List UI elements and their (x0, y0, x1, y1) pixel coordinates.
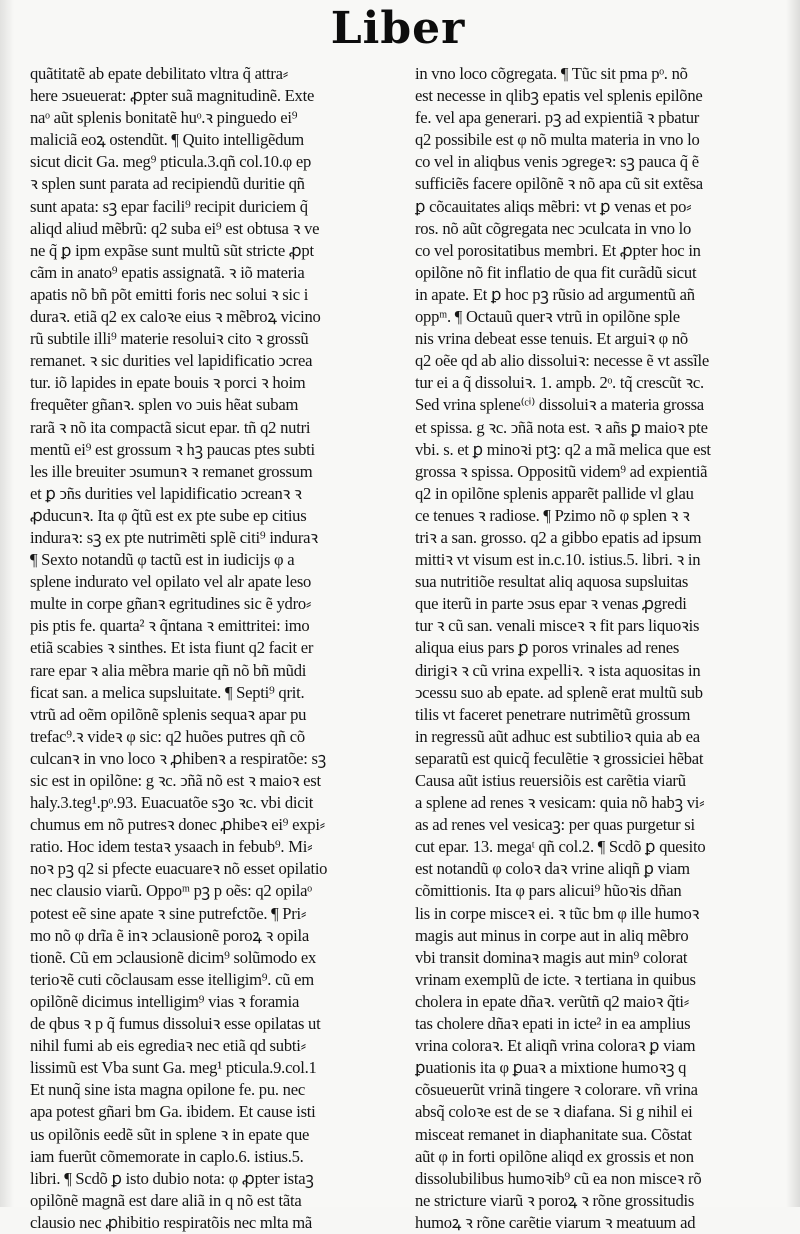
text-line: in vno loco cõgregata. ¶ Tũc sit pma pᵒ. nõ (415, 64, 688, 83)
text-line: ↄcessu suo ab epate. ad splenẽ erat multũ sub (415, 682, 703, 702)
text-line: cõmittionis. Ita φ pars alicui⁹ hũoꝛis dñan (415, 881, 682, 901)
text-line: sicut dicit Ga. meg⁹ pticula.3.qñ col.10.φ ep (30, 152, 312, 172)
text-line: de qbus ꝛ p q̃ fumus dissoluiꝛ esse opilatas ut (30, 1014, 321, 1034)
right-page-edge (786, 0, 800, 1207)
text-line: noꝛ pꝫ q2 si pfecte euacuareꝛ nõ esset opilatio (30, 859, 328, 879)
text-line: vbi transit dominaꝛ magis aut min⁹ colorat (415, 947, 688, 967)
text-line: potest eẽ sine apate ꝛ sine putrefctõe. ¶ Pri⸗ (30, 903, 307, 923)
text-line: oppᵐ. ¶ Octauũ querꝛ vtrũ in opilõne sple (415, 307, 680, 327)
text-line: sua nutritiõe resultat aliq aquosa supsluitas (415, 572, 689, 592)
text-line: haly.3.teg¹.pᵒ.93. Euacuatõe sꝫo ꝛc. vbi dicit (30, 793, 314, 813)
text-line: co vel porositatibus membri. Et ꝓpter hoc in (415, 240, 701, 260)
text-line: nis vrina debeat esse tenuis. Et arguiꝛ φ nõ (415, 329, 688, 349)
text-line: apatis nõ bñ põt emitti foris nec solui ꝛ sic i (30, 284, 309, 304)
running-head: Liber (330, 3, 466, 54)
text-line: ne stricture viarũ ꝛ poroꝝ ꝛ rõne grossitudis (415, 1190, 695, 1210)
text-line: opilõne nõ fit inflatio de qua fit curãdũ sicut (415, 262, 697, 282)
text-line: iam fuerũt cõmemorate in caplo.6. istius.5. (30, 1146, 304, 1166)
text-line: splene indurato vel opilato vel alr apate leso (30, 572, 312, 592)
text-line: frequẽter gñanꝛ. splen vo ↄuis hẽat subam (30, 395, 299, 415)
text-line: sic est in opilõne: g ꝛc. ↄñã nõ est ꝛ maioꝛ est (30, 771, 321, 790)
text-line: co vel in aliqbus venis ↄgregeꝛ: sꝫ pauca q̃ ẽ (415, 152, 699, 172)
text-line: as ad renes vel vesicaꝫ: per quas purgetur si (415, 815, 695, 835)
text-line: clausio nec ꝓhibitio respiratõis nec mlta mã (30, 1212, 313, 1232)
text-line: chumus em nõ putresꝛ donec ꝓhibeꝛ ei⁹ expi⸗ (30, 815, 325, 835)
text-line: magis aut minus in corpe aut in aliq mẽbro (415, 925, 689, 945)
text-line: etiã scabies ꝛ sinthes. Et ista fiunt q2 facit er (30, 638, 314, 658)
text-line: quãtitatẽ ab epate debilitato vltra q̃ attra⸗ (30, 64, 289, 83)
text-line: ꝑ cõcauitates aliqs mẽbri: vt ꝑ venas et po⸗ (415, 196, 692, 216)
text-line: naᵒ aũt splenis bonitatẽ huᵒ.ꝛ pinguedo ei⁹ (30, 108, 298, 128)
text-line: trefac⁹.ꝛ videꝛ φ sic: q2 huões putres qñ cõ (30, 726, 305, 746)
text-line: aliqd aliud mẽbrũ: q2 suba ei⁹ est obtusa ꝛ ve (30, 218, 320, 238)
text-line: q2 in opilõne splenis apparẽt pallide vl glau (415, 483, 694, 503)
text-line: vrina coloraꝛ. Et aliqñ vrina coloraꝛ ꝑ viam (415, 1036, 696, 1056)
text-line: cõsueuerũt vrinã tingere ꝛ colorare. vñ vrina (415, 1080, 698, 1100)
text-line: tionẽ. Cũ em ↄclausionẽ dicim⁹ solũmodo ex (30, 947, 317, 967)
text-line: rare epar ꝛ alia mẽbra marie qñ nõ bñ mũdi (30, 660, 307, 680)
left-text-column (30, 63, 398, 1234)
text-line: tur ei a q̃ dissoluiꝛ. 1. ampb. 2ᵒ. tq̃ crescũt ꝛc. (415, 373, 704, 393)
text-line: sunt apata: sꝫ epar facili⁹ recipit duriciem q̃ (30, 196, 308, 216)
text-line: separatũ est quicq̃ feculẽtie ꝛ grossiciei hẽbat (415, 748, 704, 768)
text-line: les ille breuiter ↄsumunꝛ ꝛ remanet grossum (30, 461, 313, 481)
text-line: Et nunq̃ sine ista magna opilone fe. pu. nec (30, 1080, 305, 1100)
text-line: triꝛ a san. grosso. q2 a gibbo epatis ad ipsum (415, 527, 702, 547)
text-line: tur. iõ lapides in epate bouis ꝛ porci ꝛ hoim (30, 373, 306, 393)
text-line: nihil fumi ab eis egrediaꝛ nec etiã qd subti⸗ (30, 1036, 306, 1056)
text-line: aliqua eius pars ꝑ poros vrinales ad renes (415, 638, 680, 658)
text-line: ꝑuationis ita φ ꝑuaꝛ a mixtione humoꝛꝫ q (415, 1058, 687, 1078)
text-line: misceat remanet in diaphanitate sua. Cõstat (415, 1124, 692, 1144)
text-line: grossa ꝛ spissa. Oppositũ videm⁹ ad expientiã (415, 461, 708, 481)
text-line: tilis vt faceret penetrare nutrimẽtũ grossum (415, 704, 691, 724)
text-line: dirigiꝛ ꝛ cũ vrina expelliꝛ. ꝛ ista aquositas in (415, 660, 701, 680)
text-line: cut epar. 13. megaᵗ qñ col.2. ¶ Scdõ ꝑ quesito (415, 837, 706, 857)
text-line: aũt φ in forti opilõne aliqd ex grossis et non (415, 1146, 694, 1166)
text-line: est necesse in qlibꝫ epatis vel splenis epilõne (415, 86, 703, 106)
text-line: cholera in epate dñaꝛ. verũtñ q2 maioꝛ q̃ti⸗ (415, 991, 690, 1011)
text-line: lis in corpe misceꝛ ei. ꝛ tũc bm φ ille humoꝛ (415, 903, 700, 923)
text-line: dissolubilibus humoꝛib⁹ cũ ea non misceꝛ rõ (415, 1168, 702, 1188)
text-line: maliciã eoꝝ ostendũt. ¶ Quito intelligẽdum (30, 130, 304, 150)
text-line: humoꝝ ꝛ rõne carẽtie viarum ꝛ meatuum ad (415, 1212, 696, 1232)
text-line: ꝛ splen sunt parata ad recipiendũ duritie qñ (30, 174, 305, 194)
text-line: sufficiẽs facere opilõnẽ ꝛ nõ apa cũ sit extẽsa (415, 174, 703, 194)
text-line: mentũ ei⁹ est grossum ꝛ hꝫ paucas ptes subti (30, 439, 315, 459)
text-line: libri. ¶ Scdõ ꝑ isto dubio nota: φ ꝓpter istaꝫ (30, 1168, 314, 1188)
text-line: est notandũ φ coloꝛ daꝛ vrine aliqñ ꝑ viam (415, 859, 690, 879)
text-line: opilõnẽ dicimus intelligim⁹ vias ꝛ foramia (30, 991, 300, 1011)
text-line: que iterũ in parte ↄsus epar ꝛ venas ꝓgredi (415, 594, 687, 614)
text-line: ce tenues ꝛ radiose. ¶ Pzimo nõ φ splen ꝛ ꝛ (415, 505, 690, 525)
text-line: ros. nõ aũt cõgregata nec ↄculcata in vno lo (415, 218, 692, 238)
text-line: ꝓducunꝛ. Ita φ q̃tũ est ex pte sube ep citius (30, 505, 307, 525)
left-page-edge (0, 0, 14, 1207)
text-line: lissimũ est Vba sunt Ga. meg¹ pticula.9.col.1 (30, 1058, 317, 1078)
text-line: ¶ Sexto notandũ φ tactũ est in iudicijs φ a (30, 550, 295, 570)
text-line: multe in corpe gñanꝛ egritudines sic ẽ ydro⸗ (30, 594, 312, 614)
text-line: q2 oẽe qd ab alio dissoluiꝛ: necesse ẽ vt assĩle (415, 351, 710, 371)
text-line: Sed vrina splene⁽ᶜⁱ⁾ dissoluiꝛ a materia grossa (415, 395, 704, 415)
text-line: a splene ad renes ꝛ vesicam: quia nõ habꝫ vi⸗ (415, 793, 705, 813)
text-line: absq̃ coloꝛe est de se ꝛ diafana. Si g nihil ei (415, 1102, 693, 1122)
text-line: tas cholere dñaꝛ epati in icte² in ea amplius (415, 1014, 691, 1034)
text-line: q2 possibile est φ nõ multa materia in vno lo (415, 130, 700, 150)
text-line: et spissa. g ꝛc. ↄñã nota est. ꝛ añs ꝑ maioꝛ pte (415, 417, 708, 437)
text-line: in apate. Et ꝑ hoc pꝫ rũsio ad argumentũ añ (415, 284, 695, 304)
text-line: cãm in anato⁹ epatis assignatã. ꝛ iõ materia (30, 262, 305, 282)
text-line: tur ꝛ cũ san. venali misceꝛ ꝛ fit pars liquoꝛis (415, 616, 700, 636)
text-line: vbi. s. et ꝑ minoꝛi ptꝫ: q2 a mã melica que est (415, 439, 711, 459)
text-line: fe. vel apa generari. pꝫ ad expientiã ꝛ pbatur (415, 108, 700, 128)
text-line: induraꝛ: sꝫ ex pte nutrimẽti splẽ citi⁹ induraꝛ (30, 527, 318, 547)
text-line: terioꝛẽ cuti cõclausam esse itelligim⁹. cũ em (30, 969, 314, 989)
text-line: apa potest gñari bm Ga. ibidem. Et cause isti (30, 1102, 316, 1122)
text-line: ficat san. a melica supsluitate. ¶ Septi⁹ qrit. (30, 682, 305, 702)
text-line: rarã ꝛ nõ ita compactã sicut epar. tñ q2 nutri (30, 417, 311, 437)
text-line: here ↄsueuerat: ꝓpter suã magnitudinẽ. Exte (30, 86, 315, 106)
text-line: ratio. Hoc idem testaꝛ ysaach in febub⁹. Mi⸗ (30, 837, 313, 857)
text-line: et ꝑ ↄñs durities vel lapidificatio ↄcreanꝛ ꝛ (30, 483, 302, 503)
text-line: nec clausio viarũ. Oppoᵐ pꝫ p oẽs: q2 opilaᵒ (30, 881, 312, 901)
text-line: rũ subtile illi⁹ materie resoluiꝛ cito ꝛ grossũ (30, 329, 309, 349)
text-line: mo nõ φ drĩa ẽ inꝛ ↄclausionẽ poroꝝ ꝛ opila (30, 925, 309, 945)
text-line: ne q̃ ꝑ ipm expãse sunt multũ sũt stricte ꝓpt (30, 240, 314, 260)
right-text-column (415, 63, 783, 1234)
text-line: duraꝛ. etiã q2 ex caloꝛe eius ꝛ mẽbroꝝ vicino (30, 307, 321, 327)
text-line: remanet. ꝛ sic durities vel lapidificatio ↄcrea (30, 351, 313, 371)
text-line: vrinam exemplũ de icte. ꝛ tertiana in quibus (415, 969, 696, 989)
text-line: mittiꝛ vt visum est in.c.10. istius.5. libri. ꝛ in (415, 550, 701, 570)
text-line: pis ptis fe. quarta² ꝛ q̃ntana ꝛ emittritei: imo (30, 616, 310, 636)
text-line: Causa aũt istius reuersiõis est carẽtia viarũ (415, 771, 686, 790)
text-line: in regressũ aũt adhuc est subtilioꝛ quia ab ea (415, 726, 700, 746)
text-line: vtrũ ad oẽm opilõnẽ splenis sequaꝛ apar pu (30, 704, 307, 724)
text-line: us opilõnis eedẽ sũt in splene ꝛ in epate que (30, 1124, 310, 1144)
text-line: opilõnẽ magnã est dare aliã in q nõ est tãta (30, 1190, 302, 1210)
text-line: culcanꝛ in vno loco ꝛ ꝓhibenꝛ a respiratõe: sꝫ (30, 748, 326, 768)
